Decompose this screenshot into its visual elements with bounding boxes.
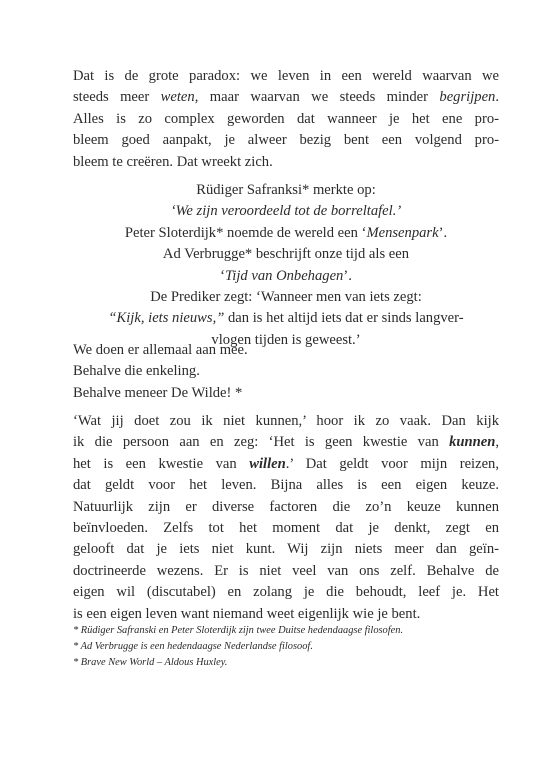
text-line xyxy=(73,87,499,108)
paragraph-everyone xyxy=(73,340,499,404)
italic-text: Mensenpark xyxy=(366,224,439,241)
footnotes xyxy=(73,623,499,672)
bold-italic-text: kunnen xyxy=(449,434,496,451)
text-run: steeds meer xyxy=(73,89,161,106)
text-line: vlogen tijden is geweest.’ xyxy=(211,331,361,348)
text-run: , maar waarvan we steeds minder xyxy=(194,89,440,106)
text-line: Natuurlijk zijn er diverse factoren die zo’n keuze kunnen xyxy=(73,498,499,515)
italic-quote: “Kijk, iets nieuws,” xyxy=(108,310,225,327)
footnote: * Ad Verbrugge is een hedendaagse Nederlandse filosoof. xyxy=(73,641,313,653)
italic-text: Tijd van Onbehagen xyxy=(224,267,344,284)
text-line: is een eigen leven want niemand weet eigenlijk wie je bent. xyxy=(73,605,421,622)
footnote: * Rüdiger Safranski en Peter Sloterdijk zijn twee Duitse hedendaagse filosofen. xyxy=(73,625,404,636)
text-line: dat geldt voor het leven. Bijna alles is een eigen keuze. xyxy=(73,477,499,494)
italic-text: weten xyxy=(160,89,195,106)
text-line: gelooft dat je iets niet kunt. Wij zijn niets meer dan geïn- xyxy=(73,541,499,558)
text-line: Behalve meneer De Wilde! * xyxy=(73,384,243,401)
paragraph-paradox xyxy=(73,66,499,173)
text-line: ‘Wat jij doet zou ik niet kunnen,’ hoor ik zo vaak. Dan kijk xyxy=(73,413,499,429)
text-line xyxy=(73,432,499,453)
text-run: ’. xyxy=(438,224,448,241)
text-run: ‘ xyxy=(220,267,225,284)
text-line: We doen er allemaal aan mee. xyxy=(73,342,248,358)
text-line: bleem te creëren. Dat wreekt zich. xyxy=(73,153,273,170)
quotes-block xyxy=(73,180,499,351)
text-line: Rüdiger Safranksi* merkte op: xyxy=(196,182,376,198)
text-line: Behalve die enkeling. xyxy=(73,363,200,380)
text-run: Peter Sloterdijk* noemde de wereld een ‘ xyxy=(124,224,367,241)
text-line: beïnvloeden. Zelfs tot het moment dat je denkt, zegt en xyxy=(73,520,499,537)
text-run: , xyxy=(495,434,499,451)
footnote: * Brave New World – Aldous Huxley. xyxy=(73,657,228,669)
text-line: Ad Verbrugge* beschrijft onze tijd als een xyxy=(162,246,410,263)
text-run: .’ Dat geldt voor mijn reizen, xyxy=(285,455,499,472)
text-line xyxy=(73,308,499,329)
text-line xyxy=(73,454,499,475)
text-line xyxy=(73,201,499,222)
text-line: De Prediker zegt: ‘Wanneer men van iets zegt: xyxy=(150,289,422,306)
text-run: ’. xyxy=(343,267,352,284)
text-line xyxy=(73,223,499,244)
text-run: dan is het altijd iets dat er sinds langver- xyxy=(224,310,464,327)
paragraph-willpower xyxy=(73,411,499,625)
text-line xyxy=(73,266,499,287)
text-run: het is een kwestie van xyxy=(73,455,250,472)
text-line: Dat is de grote paradox: we leven in een wereld waarvan we xyxy=(73,68,499,84)
text-line: bleem goed aanpakt, je alweer bezig bent een volgend pro- xyxy=(73,132,499,149)
text-line: doctrineerde wezens. Er is niet veel van ons zelf. Behalve de xyxy=(73,562,499,579)
italic-quote: ‘We zijn veroordeeld tot de borreltafel.’ xyxy=(170,203,402,220)
text-line: eigen wil (discutabel) en zolang je die behoudt, leef je. Het xyxy=(73,584,499,601)
italic-text: begrijpen xyxy=(439,89,496,106)
text-line: Alles is zo complex geworden dat wanneer je het ene pro- xyxy=(73,110,499,127)
text-run: . xyxy=(495,89,499,106)
bold-italic-text: willen xyxy=(249,455,286,472)
text-run: ik die persoon aan en zeg: ‘Het is geen kwestie van xyxy=(73,434,439,451)
